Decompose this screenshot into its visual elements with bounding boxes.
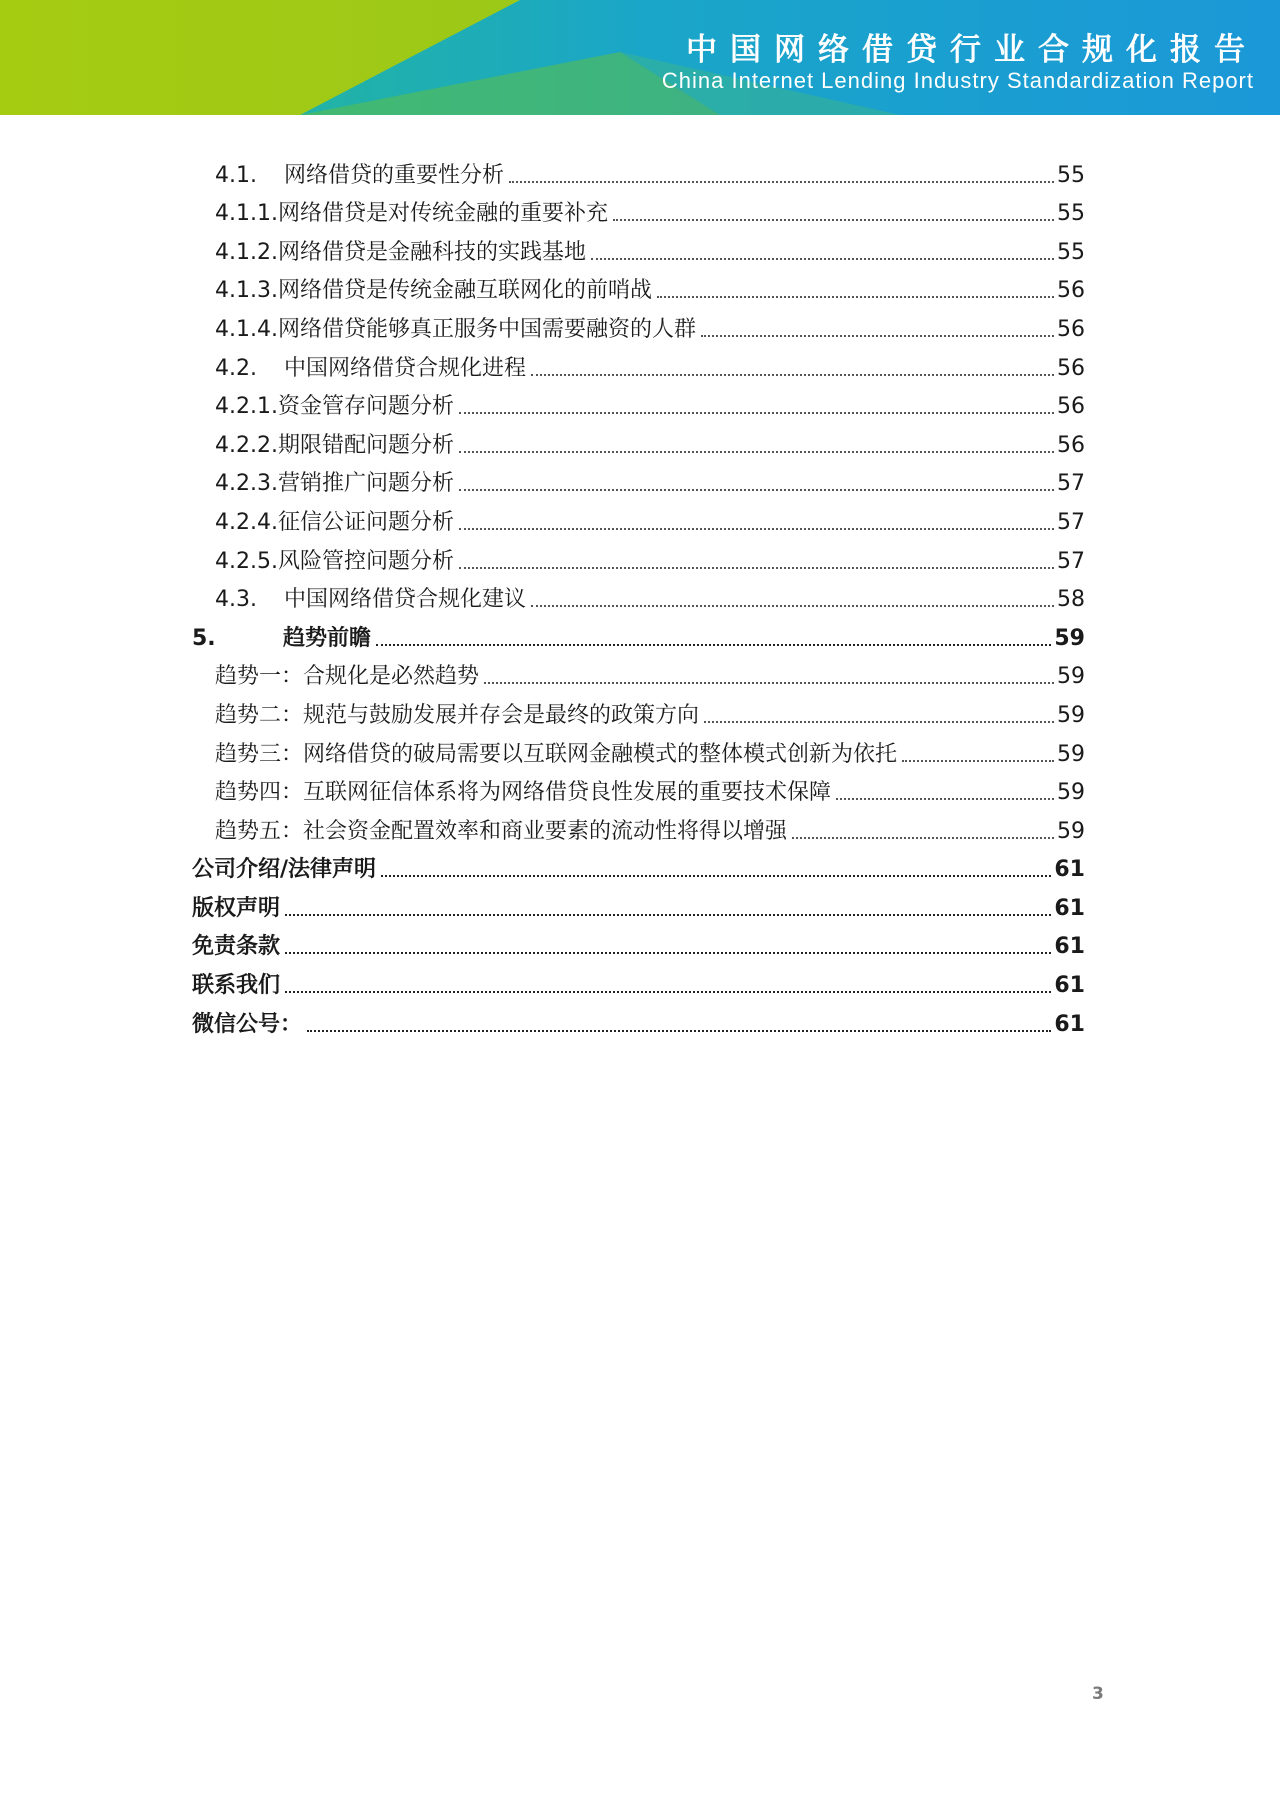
toc-entry-title: 网络借贷能够真正服务中国需要融资的人群	[277, 316, 696, 342]
dot-leader	[459, 412, 1054, 414]
dot-leader	[459, 451, 1054, 453]
report-title-english: China Internet Lending Industry Standardization Report	[661, 68, 1254, 93]
toc-entry-title: 中国网络借贷合规化进程	[284, 355, 527, 381]
toc-entry-title: 趋势三：网络借贷的破局需要以互联网金融模式的整体模式创新为依托	[215, 741, 898, 767]
toc-entry-page: 59	[1054, 625, 1085, 651]
toc-entry-page: 61	[1054, 934, 1085, 960]
dot-leader	[701, 335, 1054, 337]
toc-entry-title: 资金管存问题分析	[277, 394, 454, 420]
toc-entry[interactable]	[192, 266, 1085, 305]
toc-entry[interactable]	[192, 420, 1085, 459]
toc-entry-number: 4.2.1.	[215, 394, 278, 420]
toc-entry-page: 56	[1057, 355, 1085, 381]
toc-entry-page: 61	[1054, 973, 1085, 999]
dot-leader	[381, 875, 1051, 877]
toc-entry-page: 57	[1057, 548, 1085, 574]
dot-leader	[531, 605, 1054, 607]
dot-leader	[459, 528, 1054, 530]
table-of-contents	[192, 150, 1085, 1038]
dot-leader	[531, 374, 1054, 376]
toc-entry-page: 58	[1057, 587, 1085, 613]
toc-entry-page: 55	[1057, 162, 1085, 188]
toc-entry[interactable]	[192, 382, 1085, 421]
toc-entry[interactable]	[192, 690, 1085, 729]
toc-entry-number: 4.3.	[215, 587, 257, 613]
toc-entry-number: 4.2.4.	[215, 509, 278, 535]
toc-entry-page: 59	[1057, 741, 1085, 767]
toc-entry-page: 61	[1054, 895, 1085, 921]
toc-entry-page: 56	[1057, 394, 1085, 420]
toc-entry[interactable]	[192, 536, 1085, 575]
toc-entry-title: 中国网络借贷合规化建议	[284, 587, 527, 613]
toc-entry-number: 4.2.5.	[215, 548, 278, 574]
dot-leader	[285, 991, 1051, 993]
toc-entry-title: 联系我们	[192, 973, 281, 999]
toc-entry[interactable]	[192, 304, 1085, 343]
toc-entry-chapter[interactable]	[192, 999, 1085, 1038]
toc-entry-title: 网络借贷是对传统金融的重要补充	[277, 201, 608, 227]
dot-leader	[591, 258, 1054, 260]
page-number: 3	[1092, 1684, 1104, 1704]
toc-entry-chapter[interactable]	[192, 922, 1085, 961]
dot-leader	[376, 644, 1051, 646]
toc-entry-title: 微信公号：	[192, 1011, 303, 1037]
toc-entry-title: 版权声明	[192, 895, 281, 921]
dot-leader	[459, 489, 1054, 491]
toc-entry-page: 56	[1057, 278, 1085, 304]
toc-entry-title: 趋势一：合规化是必然趋势	[215, 664, 480, 690]
toc-entry[interactable]	[192, 189, 1085, 228]
dot-leader	[704, 721, 1054, 723]
toc-entry-title: 趋势前瞻	[283, 625, 372, 651]
toc-entry[interactable]	[192, 806, 1085, 845]
toc-entry-title: 免责条款	[192, 934, 281, 960]
toc-entry-title: 趋势五：社会资金配置效率和商业要素的流动性将得以增强	[215, 818, 788, 844]
toc-entry-title: 风险管控问题分析	[277, 548, 454, 574]
toc-entry-page: 55	[1057, 201, 1085, 227]
toc-entry-number: 4.1.4.	[215, 316, 278, 342]
dot-leader	[307, 1030, 1051, 1032]
toc-entry-title: 公司介绍/法律声明	[192, 857, 377, 883]
toc-entry-title: 征信公证问题分析	[277, 509, 454, 535]
toc-entry-page: 57	[1057, 509, 1085, 535]
toc-entry-title: 网络借贷是金融科技的实践基地	[277, 239, 586, 265]
toc-entry-chapter[interactable]	[192, 883, 1085, 922]
toc-entry-page: 56	[1057, 432, 1085, 458]
dot-leader	[509, 181, 1054, 183]
dot-leader	[902, 760, 1054, 762]
dot-leader	[613, 219, 1054, 221]
toc-entry-page: 59	[1057, 780, 1085, 806]
toc-entry-page: 59	[1057, 818, 1085, 844]
toc-entry-number: 5.	[192, 625, 216, 651]
toc-entry[interactable]	[192, 729, 1085, 768]
report-header-banner	[0, 0, 1280, 115]
toc-entry-title: 期限错配问题分析	[277, 432, 454, 458]
toc-entry-number: 4.1.1.	[215, 201, 278, 227]
toc-entry[interactable]	[192, 227, 1085, 266]
dot-leader	[484, 682, 1054, 684]
toc-entry-chapter[interactable]	[192, 845, 1085, 884]
toc-entry-title: 营销推广问题分析	[277, 471, 454, 497]
toc-entry[interactable]	[192, 150, 1085, 189]
toc-entry-number: 4.2.2.	[215, 432, 278, 458]
dot-leader	[657, 296, 1054, 298]
dot-leader	[836, 798, 1054, 800]
toc-entry[interactable]	[192, 343, 1085, 382]
toc-entry-page: 55	[1057, 239, 1085, 265]
toc-entry-number: 4.1.	[215, 162, 257, 188]
toc-entry-title: 网络借贷是传统金融互联网化的前哨战	[277, 278, 652, 304]
report-title-chinese: 中国网络借贷行业合规化报告	[686, 32, 1258, 68]
toc-entry-page: 61	[1054, 857, 1085, 883]
toc-entry[interactable]	[192, 459, 1085, 498]
toc-entry-chapter[interactable]	[192, 613, 1085, 652]
dot-leader	[285, 914, 1051, 916]
toc-entry[interactable]	[192, 575, 1085, 614]
dot-leader	[792, 837, 1054, 839]
toc-entry[interactable]	[192, 497, 1085, 536]
dot-leader	[285, 952, 1051, 954]
toc-entry-chapter[interactable]	[192, 960, 1085, 999]
toc-entry[interactable]	[192, 652, 1085, 691]
toc-entry-number: 4.1.2.	[215, 239, 278, 265]
toc-entry[interactable]	[192, 768, 1085, 807]
toc-entry-page: 56	[1057, 316, 1085, 342]
toc-entry-page: 59	[1057, 702, 1085, 728]
toc-entry-number: 4.1.3.	[215, 278, 278, 304]
toc-entry-page: 61	[1054, 1011, 1085, 1037]
toc-entry-page: 59	[1057, 664, 1085, 690]
toc-entry-title: 趋势四：互联网征信体系将为网络借贷良性发展的重要技术保障	[215, 780, 832, 806]
toc-entry-number: 4.2.3.	[215, 471, 278, 497]
toc-entry-page: 57	[1057, 471, 1085, 497]
toc-entry-title: 网络借贷的重要性分析	[284, 162, 505, 188]
toc-entry-title: 趋势二：规范与鼓励发展并存会是最终的政策方向	[215, 702, 700, 728]
toc-entry-number: 4.2.	[215, 355, 257, 381]
dot-leader	[459, 567, 1054, 569]
